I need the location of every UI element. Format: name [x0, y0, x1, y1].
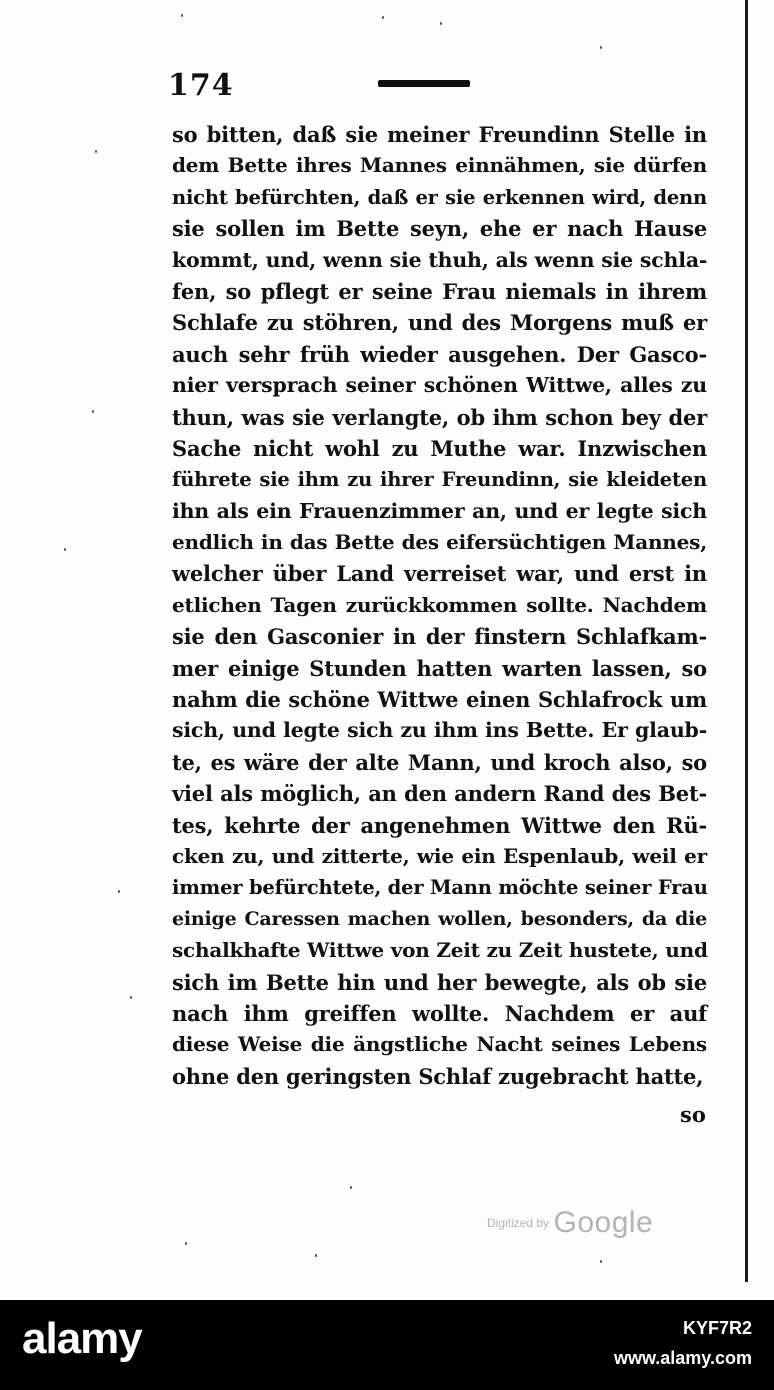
- header-rule: [378, 80, 470, 87]
- text-line: diese Weise die ängstliche Nacht seines Lebens: [172, 1032, 707, 1057]
- scan-speck: [118, 890, 120, 893]
- text-line: sich im Bette hin und her bewegte, als ob sie: [172, 969, 707, 995]
- site-url: www.alamy.com: [613, 1348, 752, 1368]
- scan-speck: [92, 410, 94, 413]
- text-line: cken zu, und zitterte, wie ein Espenlaub, weil er: [172, 843, 707, 868]
- text-line: sich, und legte sich zu ihm ins Bette. Er glaub-: [172, 718, 707, 743]
- page-number: 174: [168, 68, 234, 103]
- scan-speck: [130, 996, 132, 999]
- text-line: so bitten, daß sie meiner Freundinn Stelle in: [172, 122, 707, 147]
- image-id: KYF7R2: [682, 1318, 752, 1338]
- text-line: kommt, und, wenn sie thuh, als wenn sie schla-: [172, 247, 708, 272]
- text-line: thun, was sie verlangte, ob ihm schon bey der: [172, 404, 707, 430]
- text-line: schalkhafte Wittwe von Zeit zu Zeit hustete, und: [172, 938, 708, 963]
- text-line: immer befürchtete, der Mann möchte seiner Frau: [172, 876, 708, 900]
- text-line: ihn als ein Frauenzimmer an, und er legte sich: [172, 498, 707, 523]
- text-line: ohne den geringsten Schlaf zugebracht hatte,: [172, 1063, 704, 1089]
- text-line: Schlafe zu stöhren, und des Morgens muß er: [172, 310, 707, 336]
- body-text: [172, 119, 707, 1092]
- text-line: Sache nicht wohl zu Muthe war. Inzwischen: [172, 435, 707, 461]
- alamy-logo: alamy: [22, 1314, 142, 1363]
- text-line: tes, kehrte der angenehmen Wittwe den Rü-: [172, 812, 707, 838]
- scan-speck: [95, 150, 97, 153]
- scan-speck: [64, 548, 66, 551]
- scan-speck: [185, 1242, 187, 1245]
- text-line: viel als möglich, an den andern Rand des Bet-: [172, 781, 707, 807]
- page-edge-rule: [745, 0, 748, 1282]
- scan-speck: [440, 22, 442, 25]
- text-line: einige Caressen machen wollen, besonders, da die: [172, 907, 707, 930]
- text-line: endlich in das Bette des eifersüchtigen Mannes,: [172, 530, 707, 555]
- text-line: nach ihm greiffen wollte. Nachdem er auf: [172, 1000, 707, 1026]
- google-logo: Google: [553, 1206, 654, 1239]
- catchword: so: [680, 1102, 706, 1127]
- text-line: te, es wäre der alte Mann, und kroch also, so: [172, 749, 707, 775]
- text-line: nier versprach seiner schönen Wittwe, alles zu: [172, 373, 707, 398]
- scan-speck: [382, 16, 384, 19]
- text-line: sie sollen im Bette seyn, ehe er nach Hause: [172, 216, 707, 242]
- scan-speck: [315, 1254, 317, 1257]
- watermark-prefix: Digitized by: [487, 1216, 550, 1230]
- text-line: etlichen Tagen zurückkommen sollte. Nachdem: [172, 592, 707, 617]
- text-line: mer einige Stunden hatten warten lassen, so: [172, 655, 707, 681]
- scan-speck: [181, 14, 183, 17]
- text-line: auch sehr früh wieder ausgehen. Der Gasco-: [172, 341, 707, 367]
- scan-speck: [600, 1260, 602, 1263]
- text-line: fen, so pflegt er seine Frau niemals in ihrem: [172, 278, 707, 304]
- scan-speck: [600, 46, 602, 49]
- digitized-by-watermark: [487, 1206, 653, 1240]
- text-line: dem Bette ihres Mannes einnähmen, sie dürfen: [172, 153, 707, 178]
- text-line: welcher über Land verreiset war, und erst in: [172, 561, 707, 587]
- text-line: nicht befürchten, daß er sie erkennen wird, denn: [172, 185, 707, 209]
- text-line: führete sie ihm zu ihrer Freundinn, sie kleideten: [172, 468, 707, 492]
- text-line: sie den Gasconier in der finstern Schlafkam-: [172, 624, 707, 650]
- scan-speck: [350, 1186, 352, 1189]
- text-line: nahm die schöne Wittwe einen Schlafrock um: [172, 687, 707, 713]
